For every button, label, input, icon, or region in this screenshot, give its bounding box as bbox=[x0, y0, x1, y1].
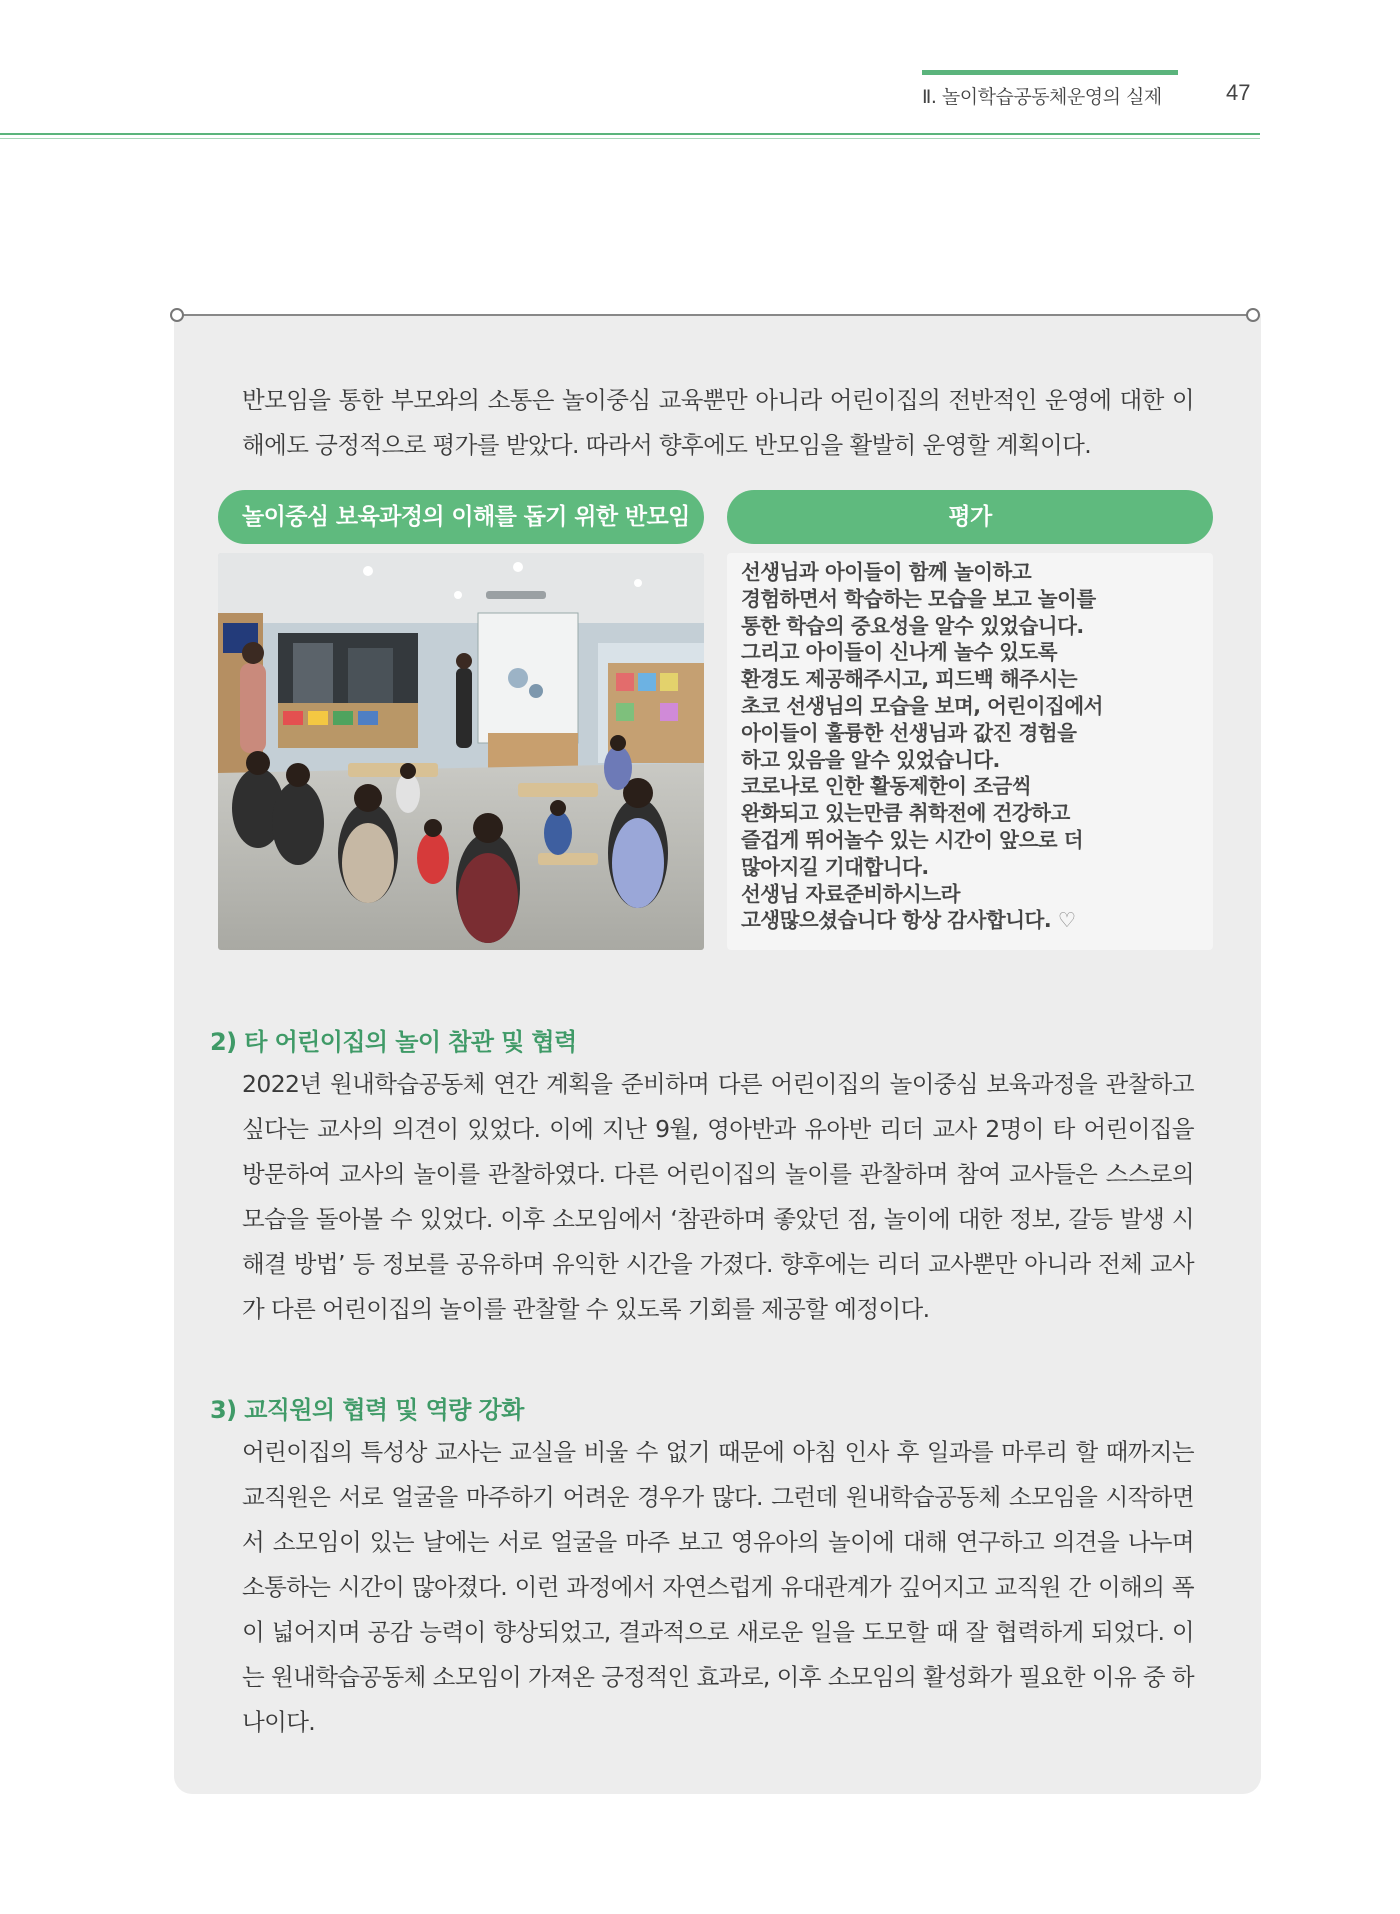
page-number: 47 bbox=[1226, 80, 1251, 105]
evaluation-text bbox=[727, 553, 1213, 950]
evaluation-line: 초코 선생님의 모습을 보며, 어린이집에서 bbox=[741, 693, 1103, 718]
evaluation-line: 선생님과 아이들이 함께 놀이하고 bbox=[741, 560, 1032, 584]
evaluation-line: 아이들이 훌륭한 선생님과 값진 경험을 bbox=[741, 720, 1077, 745]
evaluation-line: 많아지길 기대합니다. bbox=[741, 854, 929, 879]
content-box-top-line bbox=[178, 314, 1252, 316]
header-accent-bar bbox=[922, 70, 1178, 75]
section3-paragraph: 어린이집의 특성상 교사는 교실을 비울 수 없기 때문에 아침 인사 후 일과를 마루리 할 때까지는 교직원은 서로 얼굴을 마주하기 어려운 경우가 많다. 그런데 원내학습공동체 소모임을 시작하면서 소모임이 있는 날에는 서로 얼굴을 마주 보고 영유아의 놀이에 대해 연구하고 의견을 나누며 소통하는 시간이 많아졌다. 이런 과정에서 자연스럽게 유대관계가 깊어지고 교직원 간 이해의 폭이 넓어지며 공감 능력이 향상되었고, 결과적으로 새로운 일을 도모할 때 잘 협력하게 되었다. 이는 원내학습공동체 소모임이 가져온 긍정적인 효과로, 이후 소모임의 활성화가 필요한 이유 중 하나이다. bbox=[242, 1438, 1194, 1736]
evaluation-line: 그리고 아이들이 신나게 놀수 있도록 bbox=[741, 640, 1058, 665]
evaluation-line: 환경도 제공해주시고, 피드백 해주시는 bbox=[741, 667, 1078, 692]
evaluation-pill: 평가 bbox=[727, 490, 1213, 544]
evaluation-line-text: 고생많으셨습니다 항상 감사합니다. bbox=[741, 908, 1052, 933]
evaluation-line: 완화되고 있는만큼 취학전에 건강하고 bbox=[741, 801, 1070, 826]
line-end-dot-left bbox=[170, 308, 184, 322]
evaluation-line: 즐겁게 뛰어놀수 있는 시간이 앞으로 더 bbox=[741, 827, 1084, 852]
chapter-title: Ⅱ. 놀이학습공동체운영의 실제 bbox=[922, 86, 1162, 108]
photo-caption-pill: 놀이중심 보육과정의 이해를 돕기 위한 반모임 bbox=[218, 490, 704, 544]
line-end-dot-right bbox=[1246, 308, 1260, 322]
evaluation-line: 하고 있음을 알수 있었습니다. bbox=[741, 747, 1000, 772]
section2-heading: 2) 타 어린이집의 놀이 참관 및 협력 bbox=[210, 1028, 577, 1056]
evaluation-line: 선생님 자료준비하시느라 bbox=[741, 881, 960, 906]
meeting-photo bbox=[218, 553, 704, 950]
section2-paragraph: 2022년 원내학습공동체 연간 계획을 준비하며 다른 어린이집의 놀이중심 보육과정을 관찰하고 싶다는 교사의 의견이 있었다. 이에 지난 9월, 영아반과 유아반 리더 교사 2명이 타 어린이집을 방문하여 교사의 놀이를 관찰하였다. 다른 어린이집의 놀이를 관찰하며 참여 교사들은 스스로의 모습을 돌아볼 수 있었다. 이후 소모임에서 ‘참관하며 좋았던 점, 놀이에 대한 정보, 갈등 발생 시 해결 방법’ 등 정보를 공유하며 유익한 시간을 가졌다. 향후에는 리더 교사뿐만 아니라 전체 교사가 다른 어린이집의 놀이를 관찰할 수 있도록 기회를 제공할 예정이다. bbox=[242, 1070, 1194, 1323]
section3-heading: 3) 교직원의 협력 및 역량 강화 bbox=[210, 1396, 524, 1424]
heart-icon: ♡ bbox=[1057, 908, 1076, 933]
intro-paragraph: 반모임을 통한 부모와의 소통은 놀이중심 교육뿐만 아니라 어린이집의 전반적인 운영에 대한 이해에도 긍정적으로 평가를 받았다. 따라서 향후에도 반모임을 활발히 운영할 계획이다. bbox=[242, 386, 1194, 459]
header-rule bbox=[0, 133, 1260, 135]
evaluation-line-last bbox=[741, 907, 1201, 934]
evaluation-line: 코로나로 인한 활동제한이 조금씩 bbox=[741, 774, 1032, 799]
evaluation-line: 경험하면서 학습하는 모습을 보고 놀이를 bbox=[741, 586, 1096, 611]
header-rule-thin bbox=[0, 138, 1260, 139]
evaluation-line: 통한 학습의 중요성을 알수 있었습니다. bbox=[741, 613, 1084, 638]
